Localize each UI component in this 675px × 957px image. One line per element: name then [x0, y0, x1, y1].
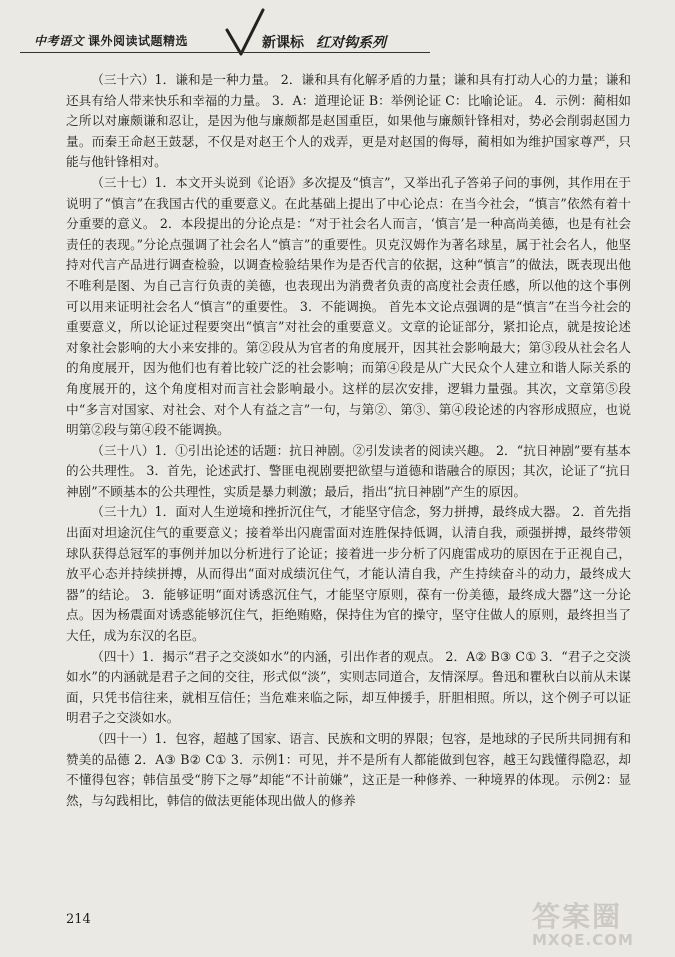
book-title [34, 32, 188, 49]
brand-label: 中考语文 [34, 34, 85, 48]
series-label [262, 32, 386, 52]
watermark-url: MXQE.COM [532, 931, 634, 949]
curriculum-label: 新课标 [262, 35, 304, 51]
series-name: 红对钩系列 [316, 35, 386, 51]
answer-paragraph: （三十九）1．面对人生逆境和挫折沉住气，才能坚守信念，努力拼搏，最终成大器。 2．首先指出面对坦途沉住气的重要意义；接着举出闪鹿雷面对连胜保持低调，认清自我，顽强拼搏，最终带领球队获得总冠军的事例并加以分析进行了论证；接着进一步分析了闪鹿雷成功的原因在于正视自己，放平心态并持续拼搏，从而得出“面对成绩沉住气，才能认清自我，产生持续奋斗的动力，最终成大器”的结论。 3．能够证明“面对诱惑沉住气，才能坚守原则，葆有一份美德，最终成大器”这一分论点。因为杨震面对诱惑能够沉住气，拒绝贿赂，保持住为官的操守，坚守住做人的原则，最终担当了大任，成为东汉的名臣。 [66, 504, 631, 644]
page-number: 214 [66, 912, 91, 927]
answer-content [66, 70, 631, 811]
answer-paragraph: （三十七）1．本文开头说到《论语》多次提及“慎言”，又举出孔子答弟子问的事例，其作用在于说明了“慎言”在我国古代的重要意义。在此基础上提出了中心论点：在当今社会，“慎言”依然有着十分重要的意义。 2．本段提出的分论点是：“对于社会名人而言，‘慎言’是一种高尚美德，也是有社会责任的表现。”分论点强调了社会名人“慎言”的重要性。贝克汉姆作为著名球星，属于社会名人，他坚持对代言产品进行调查检验，以调查检验结果作为是否代言的依据，这种“慎言”的做法，既表现出他不唯利是图、为自己言行负责的美德，也表现出为消费者负责的高度社会责任感，所以他的这个事例可以用来证明社会名人“慎言”的重要性。 3．不能调换。 首先本文论点强调的是“慎言”在当今社会的重要意义，所以论证过程要突出“慎言”对社会的重要意义。文章的论证部分，紧扣论点，就是按论述对象社会影响的大小来安排的。第②段从为官者的角度展开，因其社会影响最大；第③段从社会名人的角度展开，因为他们也有着比较广泛的社会影响；而第④段是从广大民众个人建立和谐人际关系的角度展开的，这个角度相对而言社会影响最小。这样的层次安排，逻辑力量强。其次，文章第⑤段中“多言对国家、对社会、对个人有益之言”一句，与第②、第③、第④段论述的内容形成照应，也说明第②段与第④段不能调换。 [66, 174, 631, 438]
page-header [0, 0, 675, 62]
answer-paragraph: （四十）1．揭示“君子之交淡如水”的内涵，引出作者的观点。 2．A② B③ C① 3．“君子之交淡如水”的内涵就是君子之间的交往，形式似“淡”，实则志同道合，友情深厚。鲁迅和瞿秋白以前从未谋面，只凭书信往来，就相互信任；当危难来临之际，却互伸援手，肝胆相照。所以，这个例子可以证明君子之交淡如水。 [66, 648, 631, 726]
watermark [532, 895, 634, 949]
watermark-logo: 答案圈 [532, 900, 623, 933]
answer-paragraph: （三十六）1．谦和是一种力量。 2．谦和具有化解矛盾的力量；谦和具有打动人心的力量；谦和还具有给人带来快乐和幸福的力量。 3．A：道理论证 B：举例论证 C：比喻论证。 4．示例：蔺相如之所以对廉颇谦和忍让，是因为他与廉颇都是赵国重臣，如果他与廉颇针锋相对，势必会削弱赵国力量。而秦王命赵王鼓瑟，不仅是对赵王个人的戏弄，更是对赵国的侮辱，蔺相如为维护国家尊严，只能与他针锋相对。 [66, 72, 631, 170]
answer-paragraph: （三十八）1．①引出论述的话题：抗日神剧。②引发读者的阅读兴趣。 2．“抗日神剧”要有基本的公共理性。 3．首先，论述武打、警匪电视剧要把欲望与道德和谐融合的原因；其次，论证了“抗日神剧”不顾基本的公共理性，实质是暴力刺激；最后，指出“抗日神剧”产生的原因。 [66, 442, 631, 499]
book-subtitle: 课外阅读试题精选 [88, 34, 189, 48]
header-divider [20, 52, 430, 53]
answer-paragraph: （四十一）1．包容，超越了国家、语言、民族和文明的界限；包容，是地球的子民所共同拥有和赞美的品德 2．A③ B② C① 3．示例1：可见，并不是所有人都能做到包容，越王勾践懂得隐忍，却不懂得包容；韩信虽受“胯下之辱”却能“不计前嫌”，这正是一种修养、一种境界的体现。 示例2：显然，与勾践相比，韩信的做法更能体现出做人的修养 [66, 731, 631, 808]
checkmark-icon [225, 8, 265, 58]
